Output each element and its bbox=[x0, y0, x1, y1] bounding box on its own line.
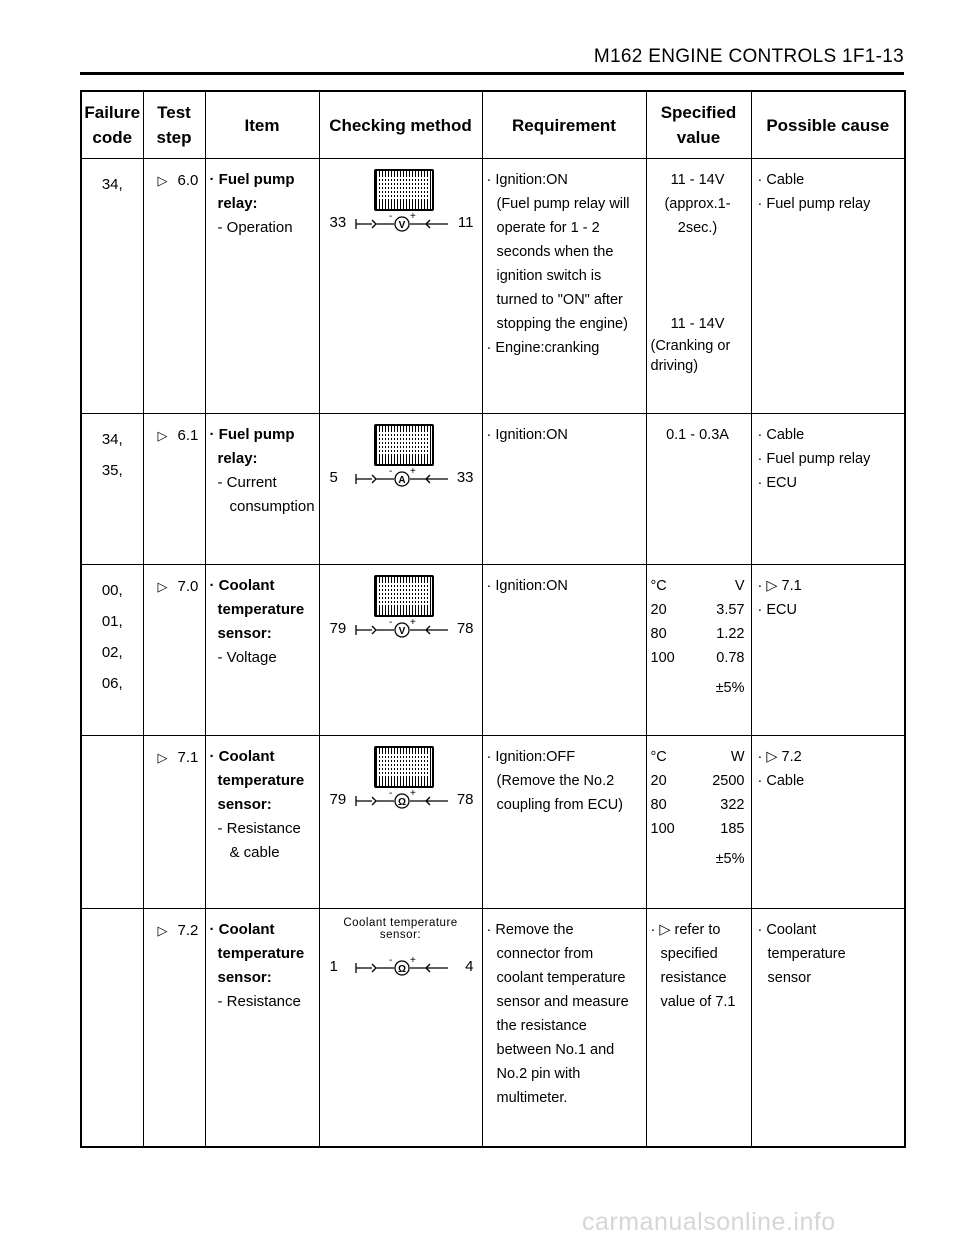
requirement-cell bbox=[482, 736, 646, 909]
item-sub: & cable bbox=[229, 844, 280, 861]
spec-value: 3.57 bbox=[716, 602, 745, 618]
requirement-line: · Ignition:OFF bbox=[486, 749, 576, 765]
failure-code: 02, bbox=[101, 644, 123, 661]
step-arrow-icon: ▷ bbox=[157, 579, 168, 594]
checking-method-cell bbox=[319, 565, 482, 736]
right-pin: 78 bbox=[456, 791, 474, 808]
spec-line: (approx.1- bbox=[664, 196, 731, 212]
failure-code: 00, bbox=[101, 582, 123, 599]
requirement-line: the resistance bbox=[496, 1018, 587, 1034]
table-row bbox=[81, 565, 905, 736]
failure-code-cell bbox=[81, 159, 143, 414]
checking-method-cell bbox=[319, 909, 482, 1148]
requirement-line: · Ignition:ON bbox=[486, 172, 568, 188]
meter-probe-icon bbox=[352, 468, 452, 490]
checking-method-cell bbox=[319, 159, 482, 414]
requirement-line: multimeter. bbox=[496, 1090, 568, 1106]
item-sub: - Current bbox=[217, 474, 277, 491]
test-step-cell bbox=[143, 565, 205, 736]
test-step: 7.1 bbox=[177, 749, 199, 766]
spec-line: 2sec.) bbox=[677, 220, 718, 236]
spec-line: value of 7.1 bbox=[660, 994, 736, 1010]
test-step-cell bbox=[143, 909, 205, 1148]
polarity-plus: + bbox=[409, 619, 416, 628]
header-rule bbox=[80, 72, 904, 75]
polarity-plus: + bbox=[409, 468, 416, 477]
item-cell bbox=[205, 909, 319, 1148]
requirement-line: No.2 pin with bbox=[496, 1066, 581, 1082]
item-cell bbox=[205, 565, 319, 736]
col-failure-code: Failure code bbox=[81, 91, 143, 159]
item-sub: consumption bbox=[229, 498, 315, 515]
item-title: sensor: bbox=[217, 625, 272, 642]
item-title: · Coolant bbox=[209, 748, 275, 765]
requirement-cell bbox=[482, 159, 646, 414]
requirement-line: · Engine:cranking bbox=[486, 340, 600, 356]
specified-value-cell bbox=[646, 159, 751, 414]
left-pin: 33 bbox=[329, 214, 347, 231]
spec-line: 11 - 14V bbox=[670, 172, 725, 188]
item-sub: - Resistance bbox=[217, 993, 301, 1010]
requirement-line: sensor and measure bbox=[496, 994, 629, 1010]
requirement-line: between No.1 and bbox=[496, 1042, 615, 1058]
diagnostic-table bbox=[80, 90, 906, 1148]
specified-value-cell bbox=[646, 909, 751, 1148]
requirement-cell bbox=[482, 414, 646, 565]
cause-line: · Cable bbox=[757, 773, 805, 789]
spec-head-unit: W bbox=[730, 749, 745, 765]
requirement-line: (Remove the No.2 bbox=[496, 773, 615, 789]
polarity-plus: + bbox=[409, 790, 416, 799]
polarity-plus: + bbox=[409, 213, 416, 222]
item-title: relay: bbox=[217, 195, 258, 212]
spec-temp: 20 bbox=[650, 602, 667, 618]
spec-value: 322 bbox=[720, 797, 745, 813]
failure-code-cell bbox=[81, 909, 143, 1148]
item-title: temperature bbox=[217, 601, 305, 618]
step-arrow-icon: ▷ bbox=[157, 428, 168, 443]
right-pin: 33 bbox=[456, 469, 474, 486]
requirement-line: · Remove the bbox=[486, 922, 574, 938]
table-row bbox=[81, 414, 905, 565]
cause-line: · Cable bbox=[757, 427, 805, 443]
checking-method-cell bbox=[319, 414, 482, 565]
item-sub: - Voltage bbox=[217, 649, 277, 666]
test-step-cell bbox=[143, 159, 205, 414]
left-pin: 79 bbox=[329, 620, 347, 637]
possible-cause-cell bbox=[751, 414, 905, 565]
table-row bbox=[81, 736, 905, 909]
col-specified-value: Specified value bbox=[646, 91, 751, 159]
right-pin: 4 bbox=[465, 958, 474, 975]
spec-line: resistance bbox=[660, 970, 727, 986]
page-header-title: M162 ENGINE CONTROLS 1F1-13 bbox=[593, 46, 904, 67]
meter-unit: Ω bbox=[397, 797, 406, 808]
col-possible-cause: Possible cause bbox=[751, 91, 905, 159]
requirement-line: stopping the engine) bbox=[496, 316, 628, 332]
item-cell bbox=[205, 159, 319, 414]
meter-unit: V bbox=[398, 626, 405, 637]
polarity-minus: - bbox=[388, 619, 392, 628]
spec-head-unit: V bbox=[734, 578, 745, 594]
meter-probe-icon bbox=[352, 213, 452, 235]
failure-code: 06, bbox=[101, 675, 123, 692]
requirement-line: (Fuel pump relay will bbox=[496, 196, 630, 212]
spec-value: 185 bbox=[720, 821, 745, 837]
spec-tolerance: ±5% bbox=[715, 851, 745, 867]
col-checking-method: Checking method bbox=[319, 91, 482, 159]
possible-cause-cell bbox=[751, 736, 905, 909]
cause-line: · ECU bbox=[757, 475, 797, 491]
sensor-label-line: Coolant temperature bbox=[343, 917, 458, 929]
table-row bbox=[81, 159, 905, 414]
spec-table bbox=[651, 574, 745, 670]
spec-temp: 80 bbox=[650, 797, 667, 813]
requirement-line: turned to "ON" after bbox=[496, 292, 623, 308]
cause-line: · ▷ 7.1 bbox=[757, 578, 802, 594]
item-sub: - Operation bbox=[217, 219, 293, 236]
requirement-cell bbox=[482, 565, 646, 736]
ecu-connector-icon bbox=[374, 575, 434, 617]
item-title: sensor: bbox=[217, 796, 272, 813]
right-pin: 11 bbox=[457, 214, 474, 231]
cause-line: · Fuel pump relay bbox=[757, 196, 871, 212]
right-pin: 78 bbox=[456, 620, 474, 637]
sensor-label bbox=[320, 917, 482, 941]
left-pin: 1 bbox=[329, 958, 338, 975]
meter-probe-icon bbox=[352, 790, 452, 812]
item-title: · Coolant bbox=[209, 577, 275, 594]
checking-method-cell bbox=[319, 736, 482, 909]
spec-value: 2500 bbox=[712, 773, 745, 789]
cause-line: sensor bbox=[767, 970, 812, 986]
specified-value-cell bbox=[646, 414, 751, 565]
failure-code-cell bbox=[81, 736, 143, 909]
spec-value: 0.78 bbox=[716, 650, 745, 666]
spec-temp: 80 bbox=[650, 626, 667, 642]
ecu-connector-icon bbox=[374, 424, 434, 466]
spec-tolerance: ±5% bbox=[715, 680, 745, 696]
specified-value-cell bbox=[646, 565, 751, 736]
spec-line: 11 - 14V bbox=[670, 316, 725, 332]
spec-line: driving) bbox=[650, 358, 699, 374]
requirement-line: operate for 1 - 2 bbox=[496, 220, 600, 236]
requirement-cell bbox=[482, 909, 646, 1148]
spec-head-temp: °C bbox=[650, 749, 667, 765]
polarity-minus: - bbox=[388, 957, 392, 966]
requirement-line: coupling from ECU) bbox=[496, 797, 624, 813]
requirement-line: coolant temperature bbox=[496, 970, 626, 986]
col-item: Item bbox=[205, 91, 319, 159]
meter-unit: V bbox=[398, 220, 405, 231]
item-title: relay: bbox=[217, 450, 258, 467]
spec-line: · ▷ refer to bbox=[650, 922, 721, 938]
spec-line: specified bbox=[660, 946, 718, 962]
cause-line: · Cable bbox=[757, 172, 805, 188]
watermark: carmanualsonline.info bbox=[582, 1208, 836, 1236]
step-arrow-icon: ▷ bbox=[157, 173, 168, 188]
polarity-plus: + bbox=[409, 957, 416, 966]
requirement-line: ignition switch is bbox=[496, 268, 602, 284]
item-title: temperature bbox=[217, 772, 305, 789]
spec-table bbox=[651, 745, 745, 841]
meter-unit: Ω bbox=[397, 964, 406, 975]
left-pin: 79 bbox=[329, 791, 347, 808]
polarity-minus: - bbox=[388, 213, 392, 222]
failure-code: 35, bbox=[101, 462, 123, 479]
requirement-line: · Ignition:ON bbox=[486, 427, 568, 443]
meter-probe-icon bbox=[352, 957, 452, 979]
spec-line: 0.1 - 0.3A bbox=[666, 427, 729, 443]
spec-temp: 100 bbox=[650, 650, 675, 666]
specified-value-cell bbox=[646, 736, 751, 909]
failure-code-cell bbox=[81, 414, 143, 565]
requirement-line: connector from bbox=[496, 946, 594, 962]
item-title: · Coolant bbox=[209, 921, 275, 938]
step-arrow-icon: ▷ bbox=[157, 923, 168, 938]
failure-code: 01, bbox=[101, 613, 123, 630]
spec-value: 1.22 bbox=[716, 626, 745, 642]
requirement-line: · Ignition:ON bbox=[486, 578, 568, 594]
requirement-line: seconds when the bbox=[496, 244, 614, 260]
left-pin: 5 bbox=[329, 469, 338, 486]
spec-temp: 100 bbox=[650, 821, 675, 837]
spec-temp: 20 bbox=[650, 773, 667, 789]
step-arrow-icon: ▷ bbox=[157, 750, 168, 765]
failure-code-cell bbox=[81, 565, 143, 736]
spec-line: (Cranking or bbox=[650, 338, 731, 354]
item-title: temperature bbox=[217, 945, 305, 962]
test-step: 7.2 bbox=[177, 922, 199, 939]
failure-code: 34, bbox=[101, 176, 123, 193]
test-step: 6.1 bbox=[177, 427, 199, 444]
ecu-connector-icon bbox=[374, 169, 434, 211]
item-cell bbox=[205, 736, 319, 909]
ecu-connector-icon bbox=[374, 746, 434, 788]
test-step-cell bbox=[143, 414, 205, 565]
polarity-minus: - bbox=[388, 790, 392, 799]
item-sub: - Resistance bbox=[217, 820, 301, 837]
possible-cause-cell bbox=[751, 159, 905, 414]
meter-probe-icon bbox=[352, 619, 452, 641]
meter-unit: A bbox=[397, 475, 406, 486]
item-title: sensor: bbox=[217, 969, 272, 986]
col-requirement: Requirement bbox=[482, 91, 646, 159]
table-row bbox=[81, 909, 905, 1148]
item-title: · Fuel pump bbox=[209, 171, 295, 188]
sensor-label-line: sensor: bbox=[379, 929, 422, 941]
spec-head-temp: °C bbox=[650, 578, 667, 594]
item-cell bbox=[205, 414, 319, 565]
cause-line: · ECU bbox=[757, 602, 797, 618]
cause-line: · Fuel pump relay bbox=[757, 451, 871, 467]
failure-code: 34, bbox=[101, 431, 123, 448]
item-title: · Fuel pump bbox=[209, 426, 295, 443]
cause-line: · ▷ 7.2 bbox=[757, 749, 802, 765]
possible-cause-cell bbox=[751, 565, 905, 736]
possible-cause-cell bbox=[751, 909, 905, 1148]
cause-line: · Coolant bbox=[757, 922, 817, 938]
polarity-minus: - bbox=[388, 468, 392, 477]
test-step-cell bbox=[143, 736, 205, 909]
cause-line: temperature bbox=[767, 946, 846, 962]
test-step: 7.0 bbox=[177, 578, 199, 595]
test-step: 6.0 bbox=[177, 172, 199, 189]
col-test-step: Test step bbox=[143, 91, 205, 159]
